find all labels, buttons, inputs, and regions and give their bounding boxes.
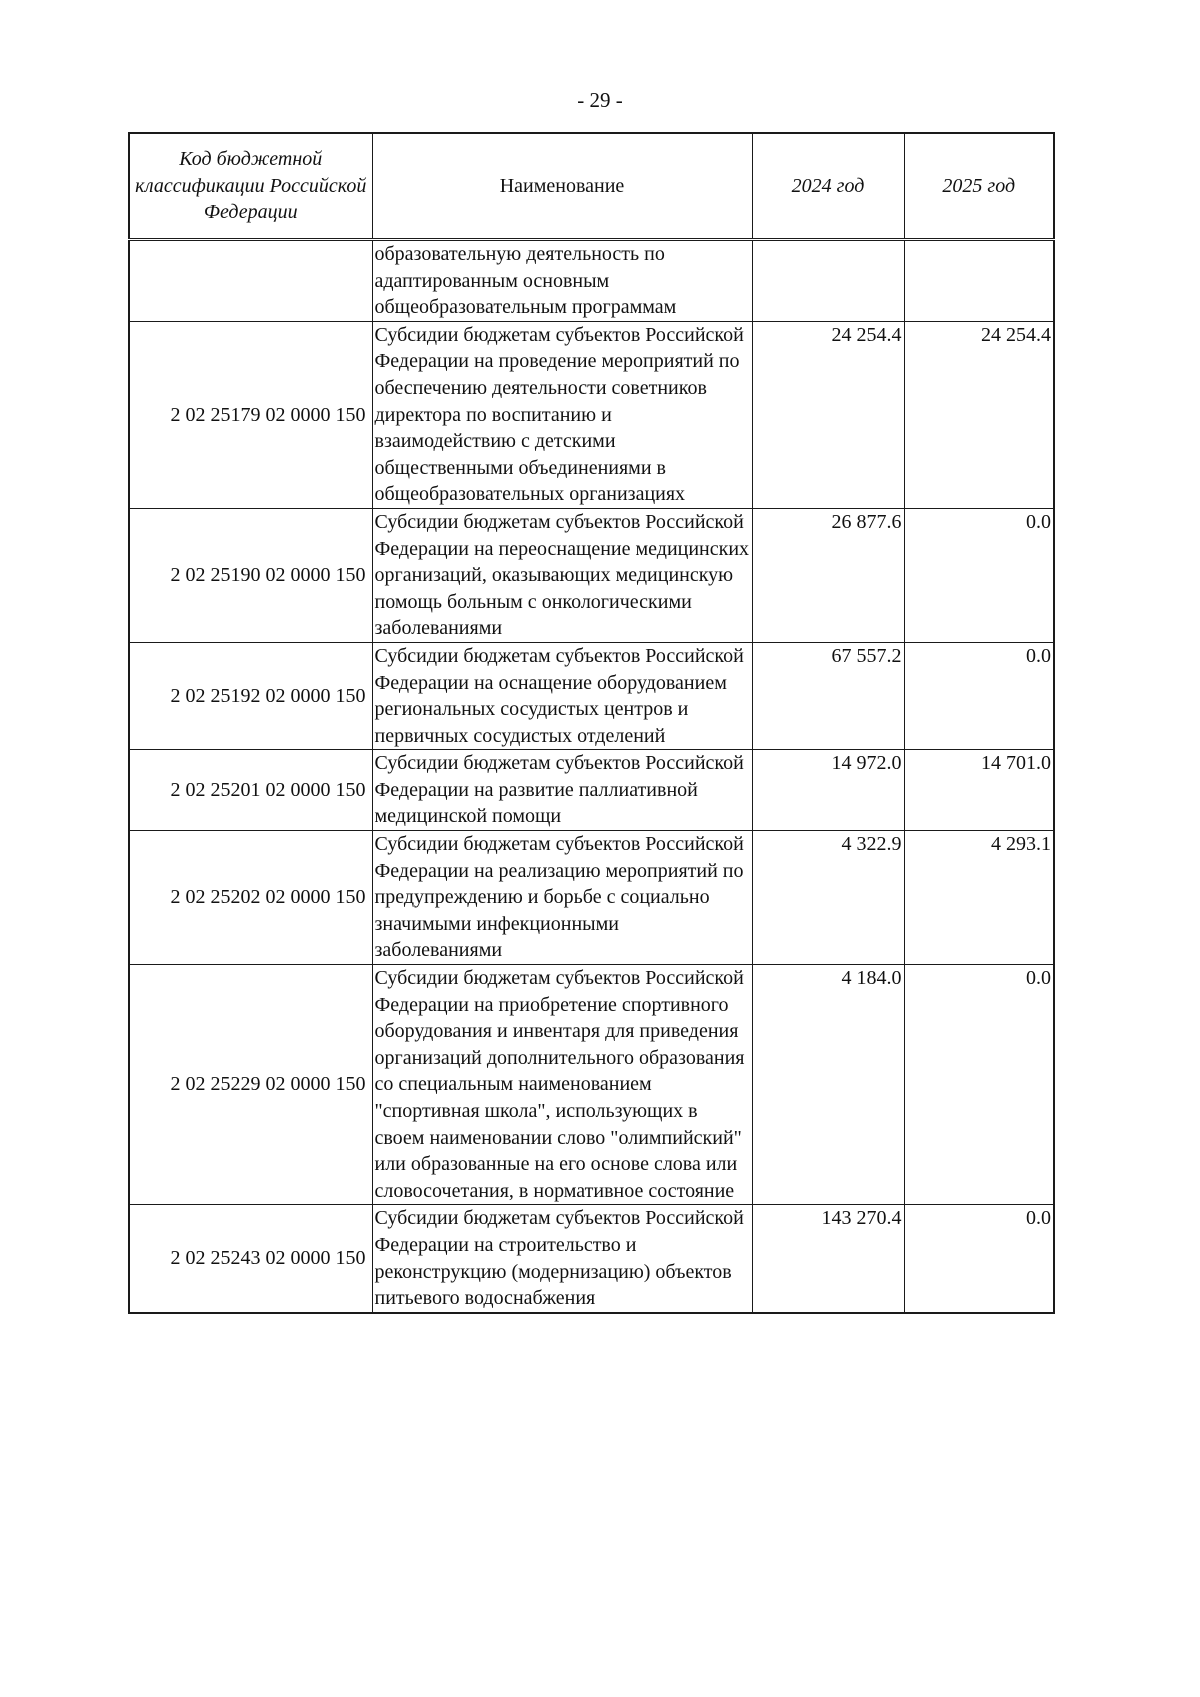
- row-name: Субсидии бюджетам субъектов Российской Федерации на переоснащение медицинских организаций, оказывающих медицинскую помощь больным с онкологическими заболеваниями: [372, 508, 752, 642]
- header-code-label: Код бюджетной классификации Российской Федерации: [135, 148, 367, 224]
- header-year-2025-label: 2025 год: [942, 174, 1016, 197]
- row-code: [129, 240, 372, 322]
- table-row: [129, 750, 1054, 831]
- row-code: 2 02 25179 02 0000 150: [129, 321, 372, 508]
- row-value-2024: 24 254.4: [752, 321, 904, 508]
- row-name: Субсидии бюджетам субъектов Российской Федерации на строительство и реконструкцию (модернизацию) объектов питьевого водоснабжения: [372, 1205, 752, 1313]
- row-value-2024: 143 270.4: [752, 1205, 904, 1313]
- row-code: 2 02 25202 02 0000 150: [129, 831, 372, 965]
- budget-table: [128, 132, 1055, 1314]
- header-name: [372, 133, 752, 240]
- header-code: [129, 133, 372, 240]
- row-name: Субсидии бюджетам субъектов Российской Федерации на развитие паллиативной медицинской помощи: [372, 750, 752, 831]
- table-row: [129, 831, 1054, 965]
- row-value-2024: 14 972.0: [752, 750, 904, 831]
- row-name: Субсидии бюджетам субъектов Российской Федерации на реализацию мероприятий по предупреждению и борьбе с социально значимыми инфекционными заболеваниями: [372, 831, 752, 965]
- header-year-2024: [752, 133, 904, 240]
- row-value-2025: 4 293.1: [904, 831, 1054, 965]
- row-code: 2 02 25201 02 0000 150: [129, 750, 372, 831]
- row-name: Субсидии бюджетам субъектов Российской Федерации на проведение мероприятий по обеспечению деятельности советников директора по воспитанию и взаимодействию с детскими общественными объединениями в общеобразовательных организациях: [372, 321, 752, 508]
- row-value-2025: 14 701.0: [904, 750, 1054, 831]
- row-name: образовательную деятельность по адаптированным основным общеобразовательным программам: [372, 240, 752, 322]
- table-row: [129, 240, 1054, 322]
- table-header-row: [129, 133, 1054, 240]
- header-name-label: Наименование: [499, 174, 625, 197]
- row-name: Субсидии бюджетам субъектов Российской Федерации на оснащение оборудованием региональных сосудистых центров и первичных сосудистых отделений: [372, 642, 752, 749]
- row-value-2025: 0.0: [904, 965, 1054, 1205]
- page-number: - 29 -: [577, 88, 623, 112]
- row-value-2024: 4 184.0: [752, 965, 904, 1205]
- row-value-2024: 26 877.6: [752, 508, 904, 642]
- row-value-2024: [752, 240, 904, 322]
- row-value-2025: 0.0: [904, 508, 1054, 642]
- header-year-2025: [904, 133, 1054, 240]
- row-code: 2 02 25190 02 0000 150: [129, 508, 372, 642]
- table-row: [129, 965, 1054, 1205]
- row-value-2024: 67 557.2: [752, 642, 904, 749]
- table-row: [129, 1205, 1054, 1313]
- row-code: 2 02 25229 02 0000 150: [129, 965, 372, 1205]
- row-value-2025: 0.0: [904, 1205, 1054, 1313]
- row-name: Субсидии бюджетам субъектов Российской Федерации на приобретение спортивного оборудования и инвентаря для приведения организаций дополнительного образования со специальным наименованием "спортивная школа", использующих в своем наименовании слово "олимпийский" или образованные на его основе слова или словосочетания, в нормативное состояние: [372, 965, 752, 1205]
- header-year-2024-label: 2024 год: [791, 174, 865, 197]
- row-code: 2 02 25243 02 0000 150: [129, 1205, 372, 1313]
- row-value-2025: 24 254.4: [904, 321, 1054, 508]
- row-value-2024: 4 322.9: [752, 831, 904, 965]
- row-code: 2 02 25192 02 0000 150: [129, 642, 372, 749]
- table-row: [129, 508, 1054, 642]
- table-row: [129, 321, 1054, 508]
- table-row: [129, 642, 1054, 749]
- row-value-2025: 0.0: [904, 642, 1054, 749]
- row-value-2025: [904, 240, 1054, 322]
